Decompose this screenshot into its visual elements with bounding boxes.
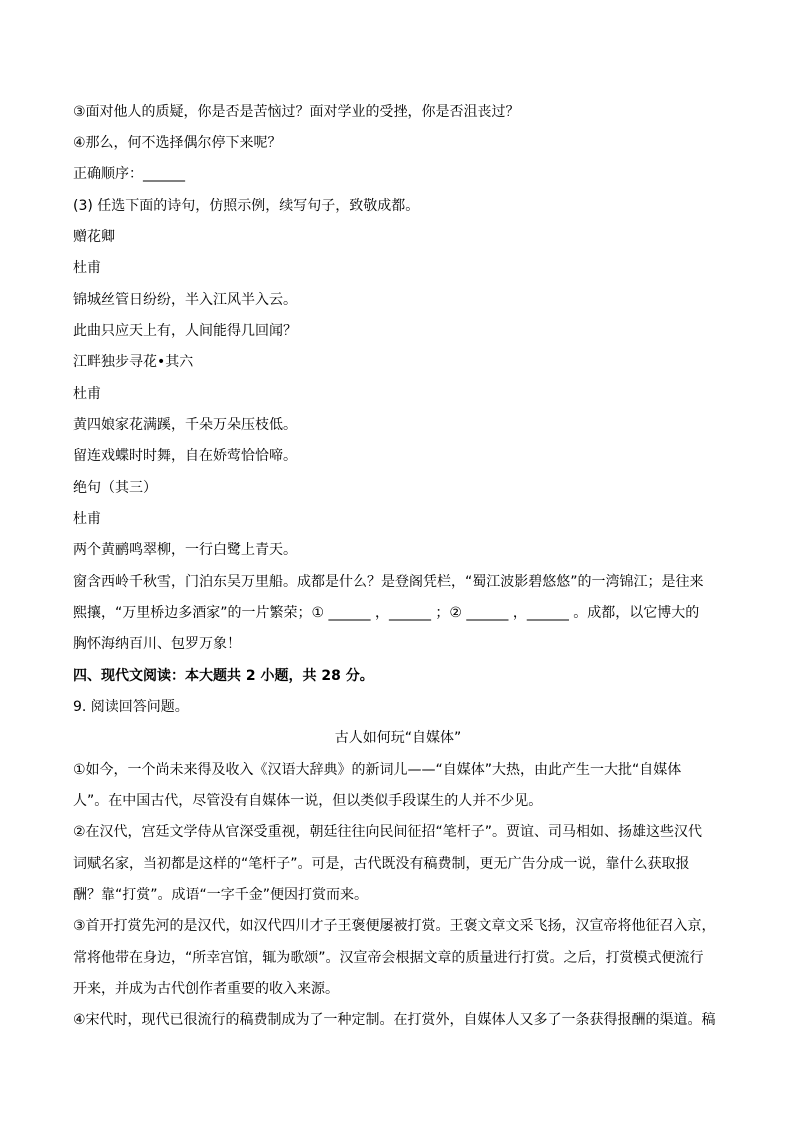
question-prompt: (3) 任选下面的诗句，仿照示例，续写句子，致敬成都。 bbox=[73, 198, 420, 214]
text-line: 胸怀海纳百川、包罗万象！ bbox=[73, 636, 241, 652]
poem-line: 锦城丝管日纷纷，半入江风半入云。 bbox=[73, 292, 297, 308]
paragraph-line: 常将他带在身边，“所幸宫馆，辄为歌颂”。汉宣帝会根据文章的质量进行打赏。之后，打赏模式便流行 bbox=[73, 950, 704, 966]
poem-title: 赠花卿 bbox=[73, 229, 115, 245]
section-heading: 四、现代文阅读：本大题共 2 小题，共 28 分。 bbox=[73, 668, 374, 684]
text-line: ③面对他人的质疑，你是否是苦恼过？面对学业的受挫，你是否沮丧过？ bbox=[73, 104, 520, 120]
poem-line: 留连戏蝶时时舞，自在娇莺恰恰啼。 bbox=[73, 448, 297, 464]
paragraph-line: 人”。在中国古代，尽管没有自媒体一说，但以类似手段谋生的人并不少见。 bbox=[73, 793, 543, 809]
paragraph-line: 酬？靠“打赏”。成语“一字千金”便因打赏而来。 bbox=[73, 887, 369, 903]
poem-author: 杜甫 bbox=[73, 260, 101, 276]
poem-title: 江畔独步寻花•其六 bbox=[73, 354, 194, 370]
paragraph-line: 开来，并成为古代创作者重要的收入来源。 bbox=[73, 981, 339, 997]
paragraph-line: ③首开打赏先河的是汉代，如汉代四川才子王褒便屡被打赏。王褒文章文采飞扬，汉宣帝将他征召入京， bbox=[73, 918, 716, 934]
question-number: 9. 阅读回答问题。 bbox=[73, 699, 189, 715]
text-line: ④那么，何不选择偶尔停下来呢？ bbox=[73, 135, 282, 151]
paragraph-line: 词赋名家，当初都是这样的“笔杆子”。可是，古代既没有稿费制，更无广告分成一说，靠什么获取报 bbox=[73, 856, 690, 872]
paragraph-line: ①如今，一个尚未来得及收入《汉语大辞典》的新词儿——“自媒体”大热，由此产生一大批“自媒体 bbox=[73, 762, 682, 778]
paragraph-line: ④宋代时，现代已很流行的稿费制成为了一种定制。在打赏外，自媒体人又多了一条获得报酬的渠道。稿 bbox=[73, 1012, 716, 1028]
text-line: 窗含西岭千秋雪，门泊东吴万里船。成都是什么？是登阁凭栏，“蜀江波影碧悠悠”的一湾锦江；是往来 bbox=[73, 574, 704, 590]
article-title: 古人如何玩“自媒体” bbox=[334, 730, 462, 746]
poem-title: 绝句（其三） bbox=[73, 480, 157, 496]
poem-line: 此曲只应天上有，人间能得几回闻？ bbox=[73, 323, 297, 339]
poem-line: 两个黄鹂鸣翠柳，一行白鹭上青天。 bbox=[73, 542, 297, 558]
paragraph-line: ②在汉代，宫廷文学侍从官深受重视，朝廷往往向民间征招“笔杆子”。贾谊、司马相如、扬雄这些汉代 bbox=[73, 824, 703, 840]
poem-line: 黄四娘家花满蹊，千朵万朵压枝低。 bbox=[73, 417, 297, 433]
answer-blank-line[interactable]: 正确顺序：______ bbox=[73, 166, 185, 182]
fill-in-blank-line[interactable]: 熙攘，“万里桥边多酒家”的一片繁荣；① ______ ，______ ；② ______ ，______ 。成都，以它博大的 bbox=[73, 605, 700, 621]
poem-author: 杜甫 bbox=[73, 386, 101, 402]
poem-author: 杜甫 bbox=[73, 511, 101, 527]
